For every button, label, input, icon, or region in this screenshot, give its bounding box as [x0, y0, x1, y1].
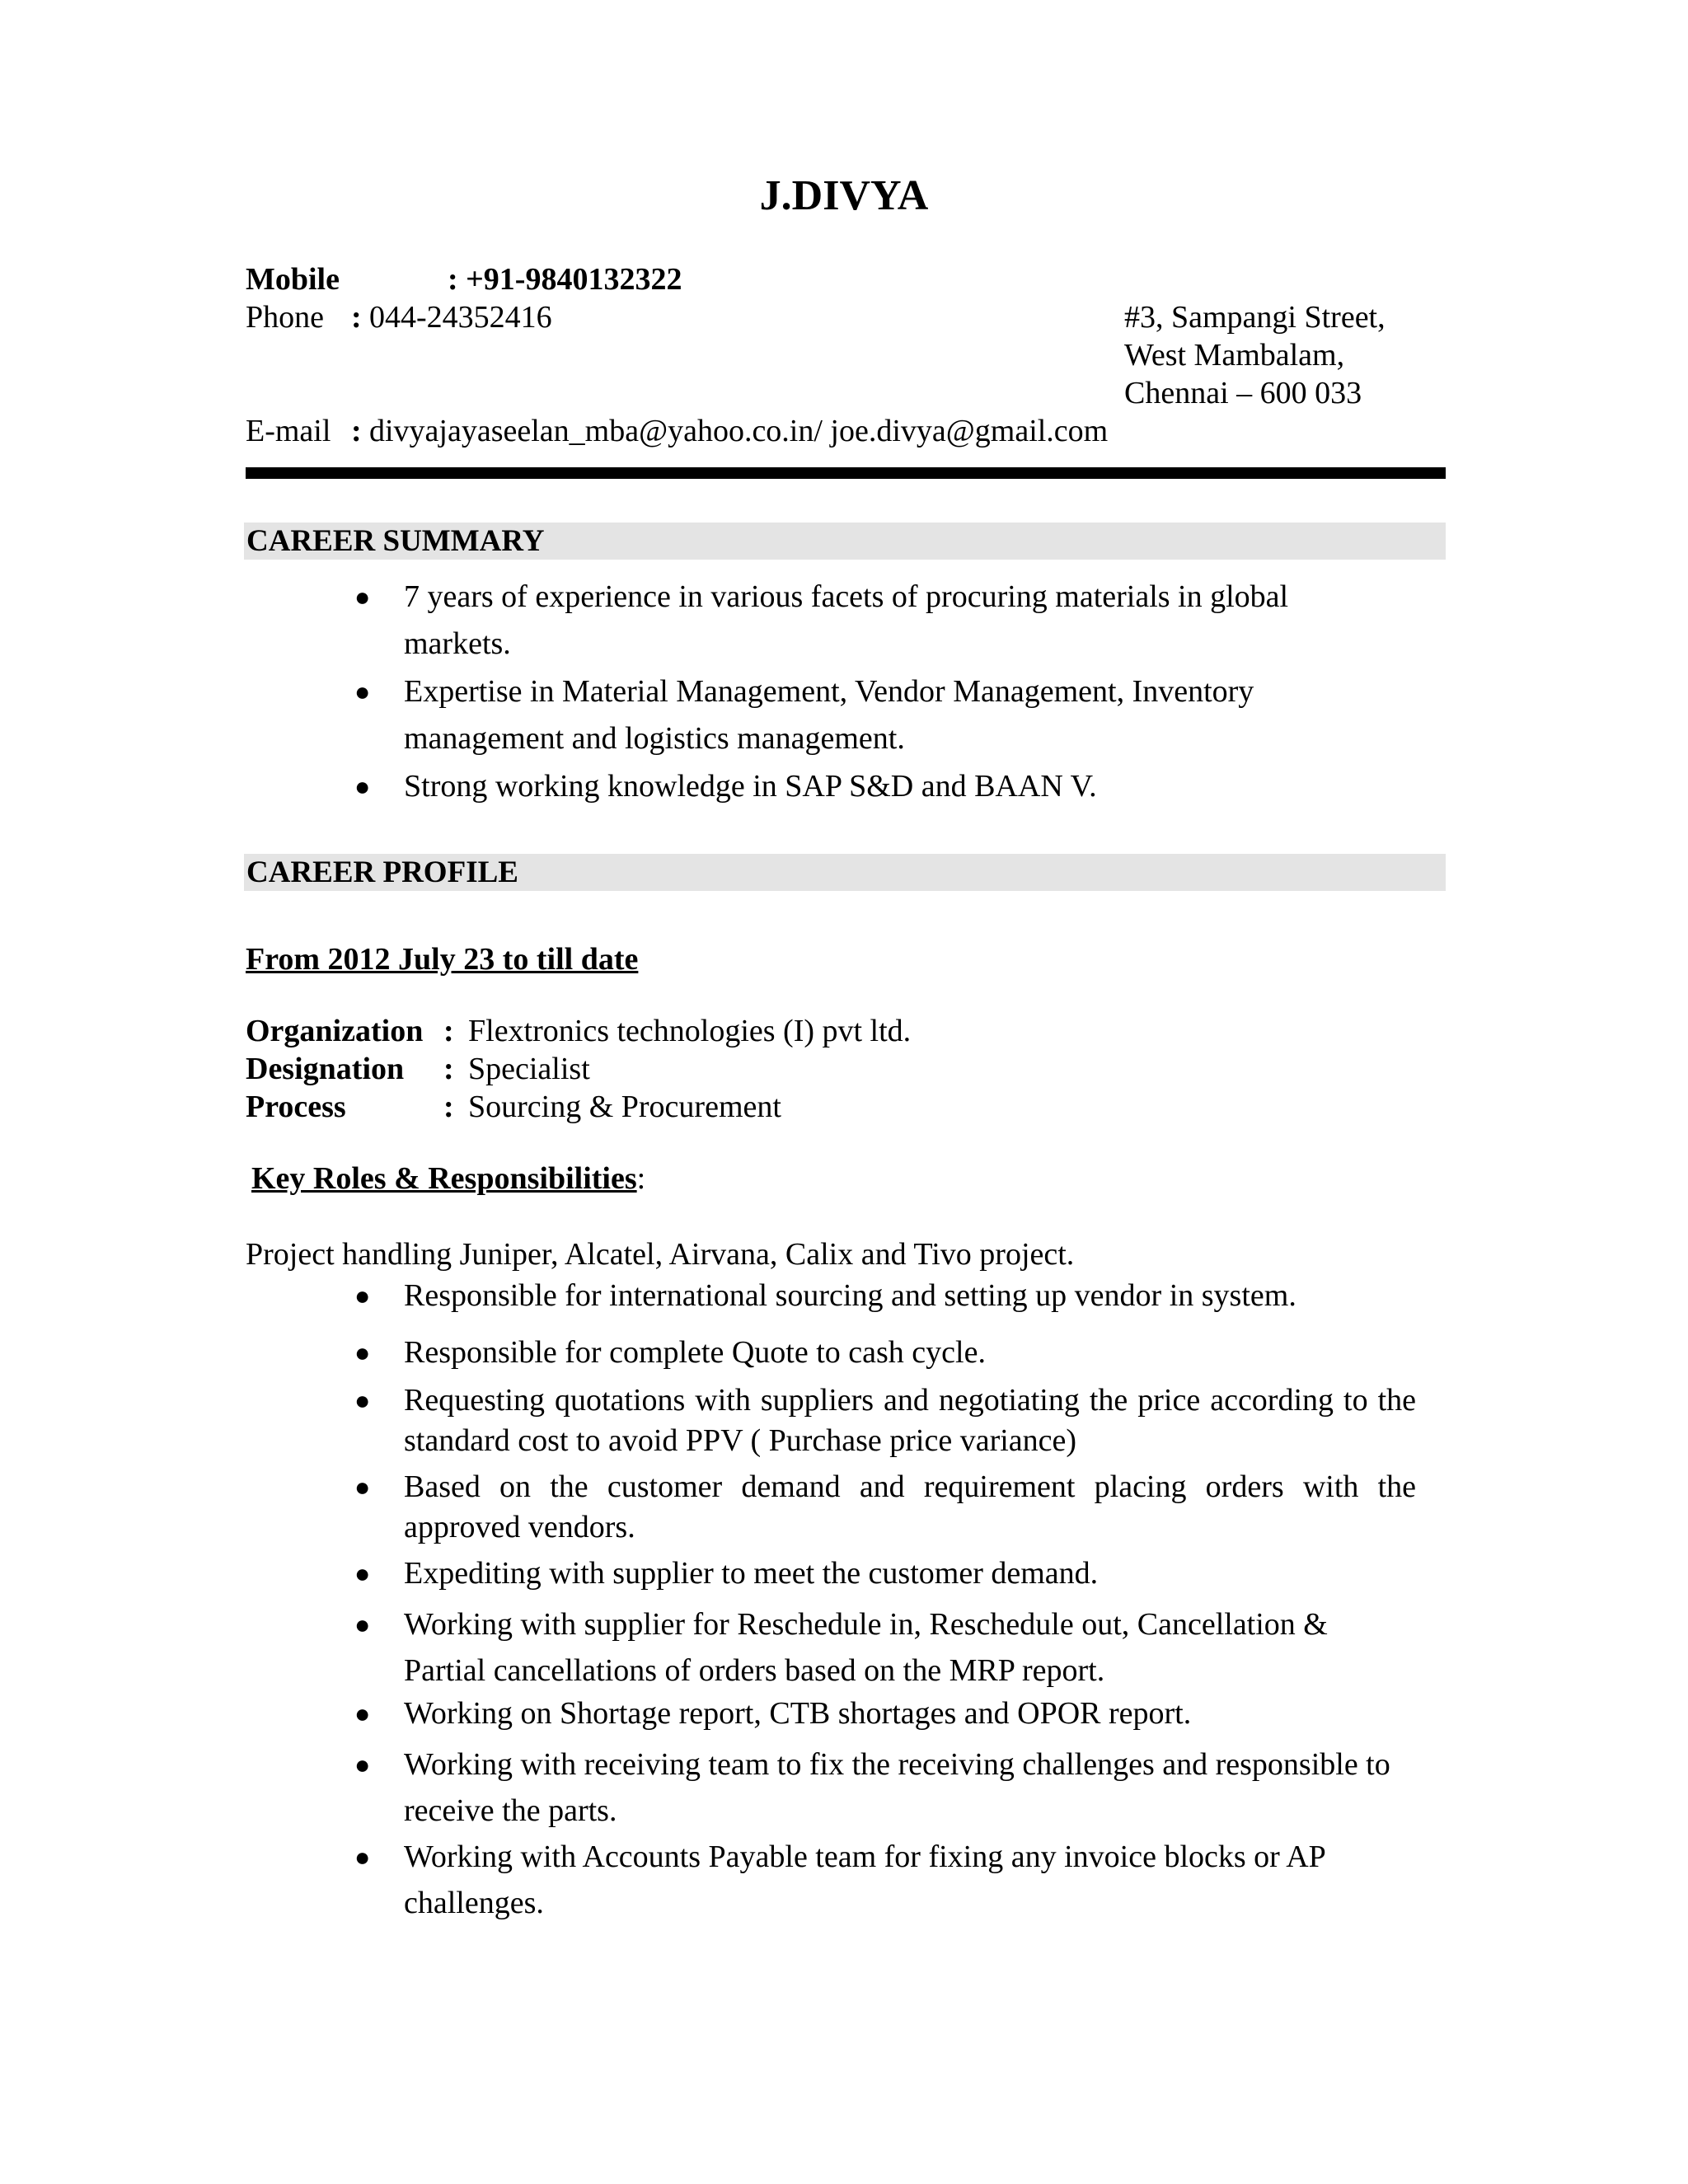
bullet-icon: ●: [354, 1558, 371, 1588]
list-item-line: markets.: [404, 626, 511, 661]
list-item: [354, 1276, 1416, 1316]
phone-label: Phone: [246, 300, 324, 335]
list-item: [354, 1333, 1416, 1373]
bullet-icon: ●: [354, 1385, 371, 1415]
header-divider: [246, 467, 1446, 479]
email-value: divyajayaseelan_mba@yahoo.co.in/ joe.divya@gmail.com: [369, 414, 1109, 448]
bullet-icon: ●: [354, 1699, 371, 1728]
list-item-text: Requesting quotations with suppliers and negotiating the price according to the standard cost to avoid PPV ( Purchase price variance): [404, 1383, 1416, 1458]
key-roles-suffix: :: [636, 1161, 646, 1196]
bullet-icon: ●: [354, 1472, 371, 1502]
list-item-line: Expertise in Material Management, Vendor Management, Inventory: [404, 674, 1254, 709]
key-roles-heading: [251, 1160, 645, 1197]
organization-value: Flextronics technologies (I) pvt ltd.: [468, 1014, 912, 1048]
bullet-icon: ●: [354, 677, 371, 706]
list-item-line: 7 years of experience in various facets of procuring materials in global: [404, 579, 1289, 614]
email-label: E-mail: [246, 414, 331, 448]
list-item: [354, 1741, 1416, 1834]
process-label: Process: [246, 1090, 346, 1124]
list-item: [354, 1601, 1416, 1694]
phone-colon: :: [351, 300, 362, 335]
list-item: [354, 1694, 1416, 1734]
list-item: [354, 668, 1459, 762]
mobile-label: Mobile: [246, 262, 340, 297]
list-item-text: Working with Accounts Payable team for fixing any invoice blocks or AP challenges.: [404, 1840, 1325, 1920]
list-item-text: Working with receiving team to fix the receiving challenges and responsible to receive the parts.: [404, 1747, 1390, 1828]
designation-row: [246, 1050, 590, 1088]
organization-row: [246, 1012, 911, 1050]
address-line-3: Chennai – 600 033: [1124, 376, 1362, 410]
employment-period: From 2012 July 23 to till date: [246, 942, 639, 977]
bullet-icon: ●: [354, 582, 371, 612]
career-summary-list: [354, 574, 1459, 811]
list-item-text: Working on Shortage report, CTB shortages and OPOR report.: [404, 1696, 1192, 1731]
bullet-icon: ●: [354, 1281, 371, 1310]
address-line-2: West Mambalam,: [1124, 338, 1345, 373]
email-colon: :: [351, 414, 362, 448]
process-colon: :: [443, 1090, 454, 1124]
career-profile-heading: CAREER PROFILE: [244, 854, 1446, 891]
designation-label: Designation: [246, 1052, 405, 1086]
projects-intro: Project handling Juniper, Alcatel, Airvana, Calix and Tivo project.: [246, 1237, 1075, 1272]
designation-colon: :: [443, 1052, 454, 1086]
list-item-text: Expediting with supplier to meet the customer demand.: [404, 1556, 1099, 1591]
organization-label: Organization: [246, 1014, 424, 1048]
list-item: [354, 1554, 1416, 1594]
list-item-text: Responsible for international sourcing and setting up vendor in system.: [404, 1278, 1296, 1313]
mobile-value: : +91-9840132322: [448, 262, 682, 297]
list-item-text: Based on the customer demand and requirement placing orders with the approved vendors.: [404, 1469, 1416, 1544]
address-line-1: #3, Sampangi Street,: [1124, 300, 1386, 335]
process-row: [246, 1088, 781, 1126]
list-item: [354, 1467, 1416, 1548]
list-item: [354, 1380, 1416, 1461]
phone-value: 044-24352416: [369, 300, 552, 335]
list-item-line: Strong working knowledge in SAP S&D and BAAN V.: [404, 769, 1097, 804]
career-summary-heading: CAREER SUMMARY: [244, 523, 1446, 560]
designation-value: Specialist: [468, 1052, 590, 1086]
list-item-line: management and logistics management.: [404, 721, 905, 756]
responsibilities-list: [354, 1276, 1416, 1926]
process-value: Sourcing & Procurement: [468, 1090, 781, 1124]
bullet-icon: ●: [354, 1750, 371, 1779]
candidate-name-text: J.DIVYA: [759, 172, 929, 219]
bullet-icon: ●: [354, 1842, 371, 1872]
bullet-icon: ●: [354, 1610, 371, 1639]
list-item: [354, 1834, 1416, 1926]
list-item: [354, 763, 1459, 810]
organization-colon: :: [443, 1014, 454, 1048]
list-item-text: Responsible for complete Quote to cash cycle.: [404, 1335, 986, 1370]
bullet-icon: ●: [354, 771, 371, 801]
candidate-name: [0, 171, 1688, 220]
key-roles-label: Key Roles & Responsibilities: [251, 1161, 637, 1196]
list-item: [354, 574, 1459, 668]
list-item-text: Working with supplier for Reschedule in, Reschedule out, Cancellation & Partial cancellations of orders based on the MRP report.: [404, 1607, 1328, 1688]
bullet-icon: ●: [354, 1338, 371, 1367]
